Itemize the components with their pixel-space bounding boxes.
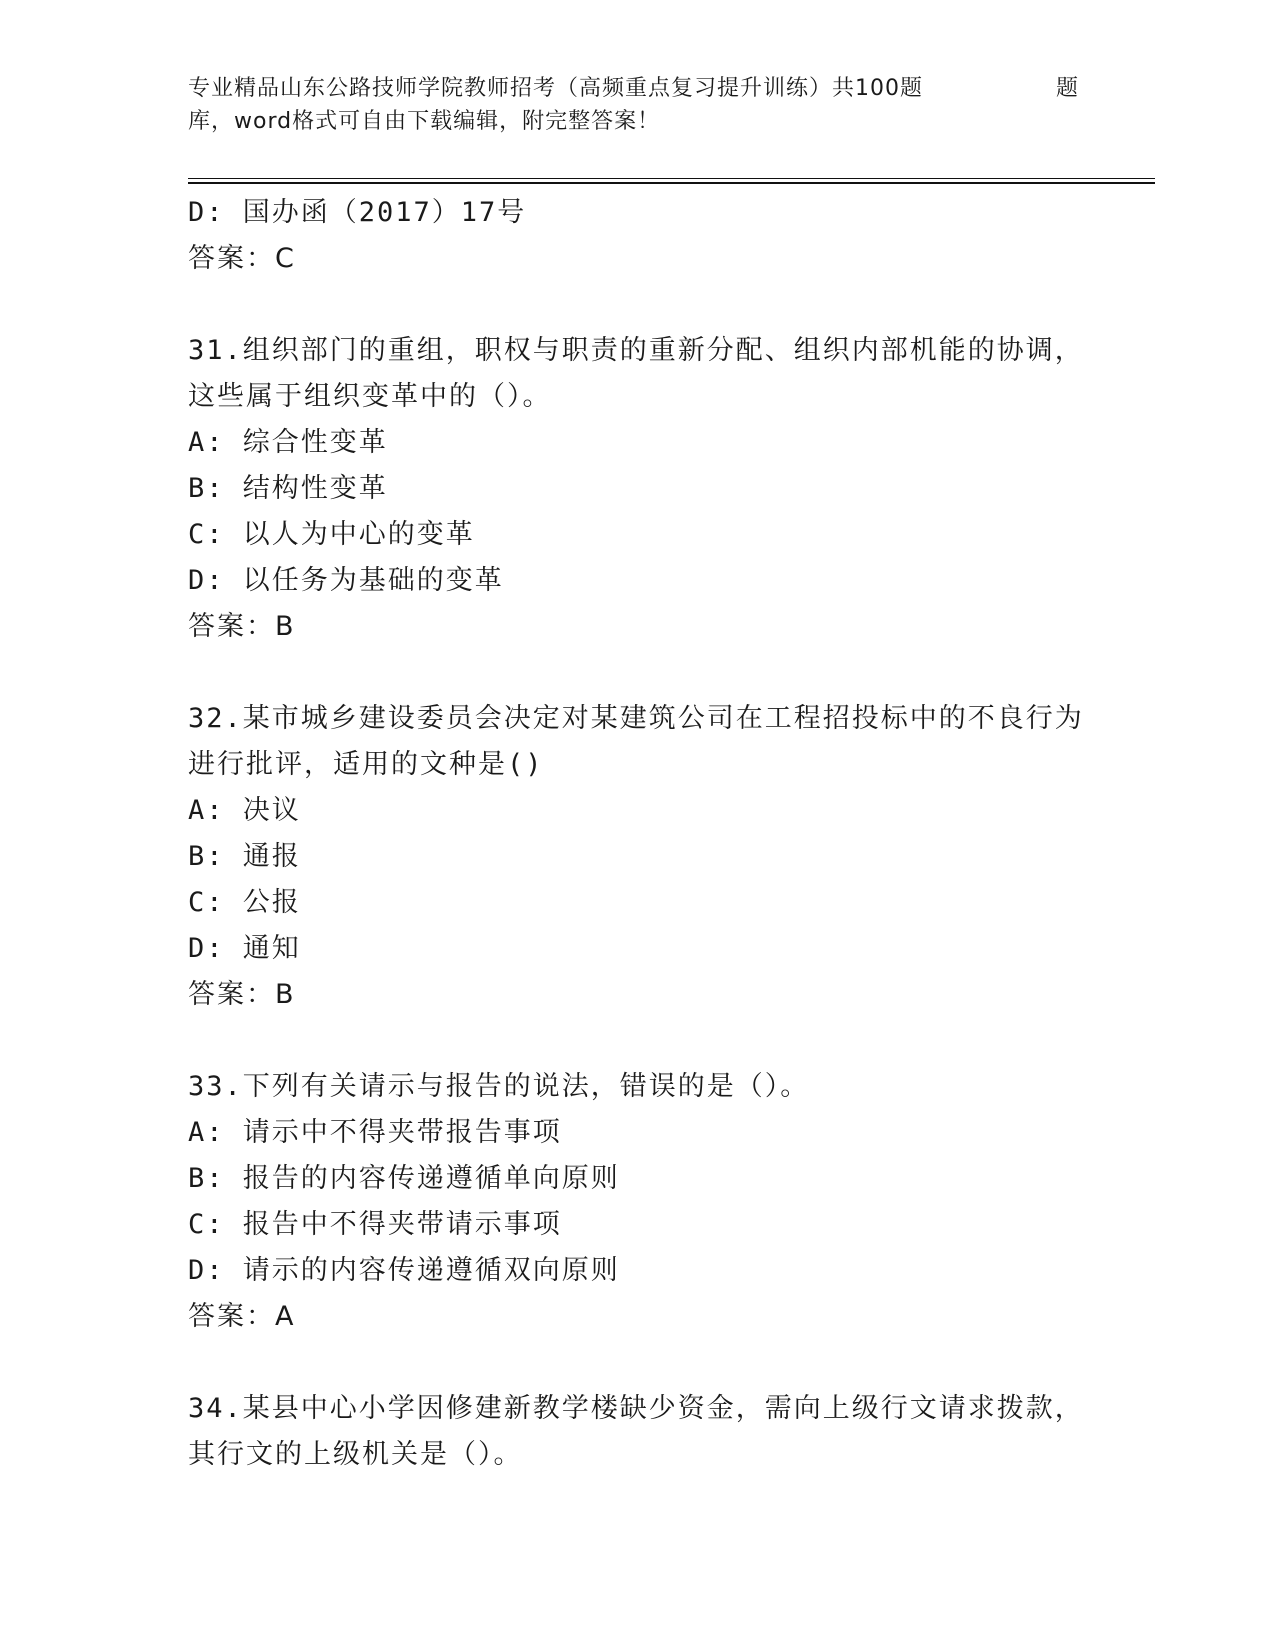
spacer — [188, 1340, 1088, 1386]
option-c: C: 报告中不得夹带请示事项 — [188, 1209, 562, 1240]
spacer — [188, 650, 1088, 696]
prev-question-answer: 答案：C — [188, 243, 296, 274]
question-stem: 进行批评，适用的文种是() — [188, 749, 544, 780]
question-stem: 其行文的上级机关是（）。 — [188, 1439, 523, 1470]
page-header — [188, 72, 1093, 138]
header-line-1 — [188, 72, 1093, 105]
question-stem: 这些属于组织变革中的（）。 — [188, 381, 552, 412]
option-b: B: 通报 — [188, 841, 301, 872]
option-a: A: 请示中不得夹带报告事项 — [188, 1117, 562, 1148]
option-a: A: 决议 — [188, 795, 301, 826]
question-stem: 34.某县中心小学因修建新教学楼缺少资金，需向上级行文请求拨款， — [188, 1393, 1084, 1424]
header-line-2: 库，word格式可自由下载编辑，附完整答案！ — [188, 109, 661, 134]
question-stem: 32.某市城乡建设委员会决定对某建筑公司在工程招投标中的不良行为 — [188, 703, 1084, 734]
answer: 答案：B — [188, 979, 296, 1010]
option-d: D: 通知 — [188, 933, 301, 964]
option-d: D: 以任务为基础的变革 — [188, 565, 504, 596]
prev-question-option-d: D: 国办函（2017）17号 — [188, 197, 527, 228]
question-stem: 33.下列有关请示与报告的说法，错误的是（）。 — [188, 1071, 810, 1102]
option-c: C: 公报 — [188, 887, 301, 918]
question-31 — [188, 328, 1088, 650]
option-b: B: 结构性变革 — [188, 473, 388, 504]
header-title-tail: 题 — [1056, 76, 1080, 101]
option-b: B: 报告的内容传递遵循单向原则 — [188, 1163, 620, 1194]
answer: 答案：A — [188, 1301, 296, 1332]
question-33 — [188, 1064, 1088, 1340]
spacer — [188, 1018, 1088, 1064]
question-stem: 31.组织部门的重组，职权与职责的重新分配、组织内部机能的协调， — [188, 335, 1084, 366]
header-title: 专业精品山东公路技师学院教师招考（高频重点复习提升训练）共100题 — [188, 76, 923, 101]
spacer — [188, 282, 1088, 328]
option-d: D: 请示的内容传递遵循双向原则 — [188, 1255, 620, 1286]
question-32 — [188, 696, 1088, 1018]
header-rule-thick — [188, 182, 1155, 184]
answer: 答案：B — [188, 611, 296, 642]
option-c: C: 以人为中心的变革 — [188, 519, 475, 550]
question-list — [188, 190, 1088, 1478]
option-a: A: 综合性变革 — [188, 427, 388, 458]
question-34 — [188, 1386, 1088, 1478]
header-rule-thin — [188, 178, 1155, 179]
